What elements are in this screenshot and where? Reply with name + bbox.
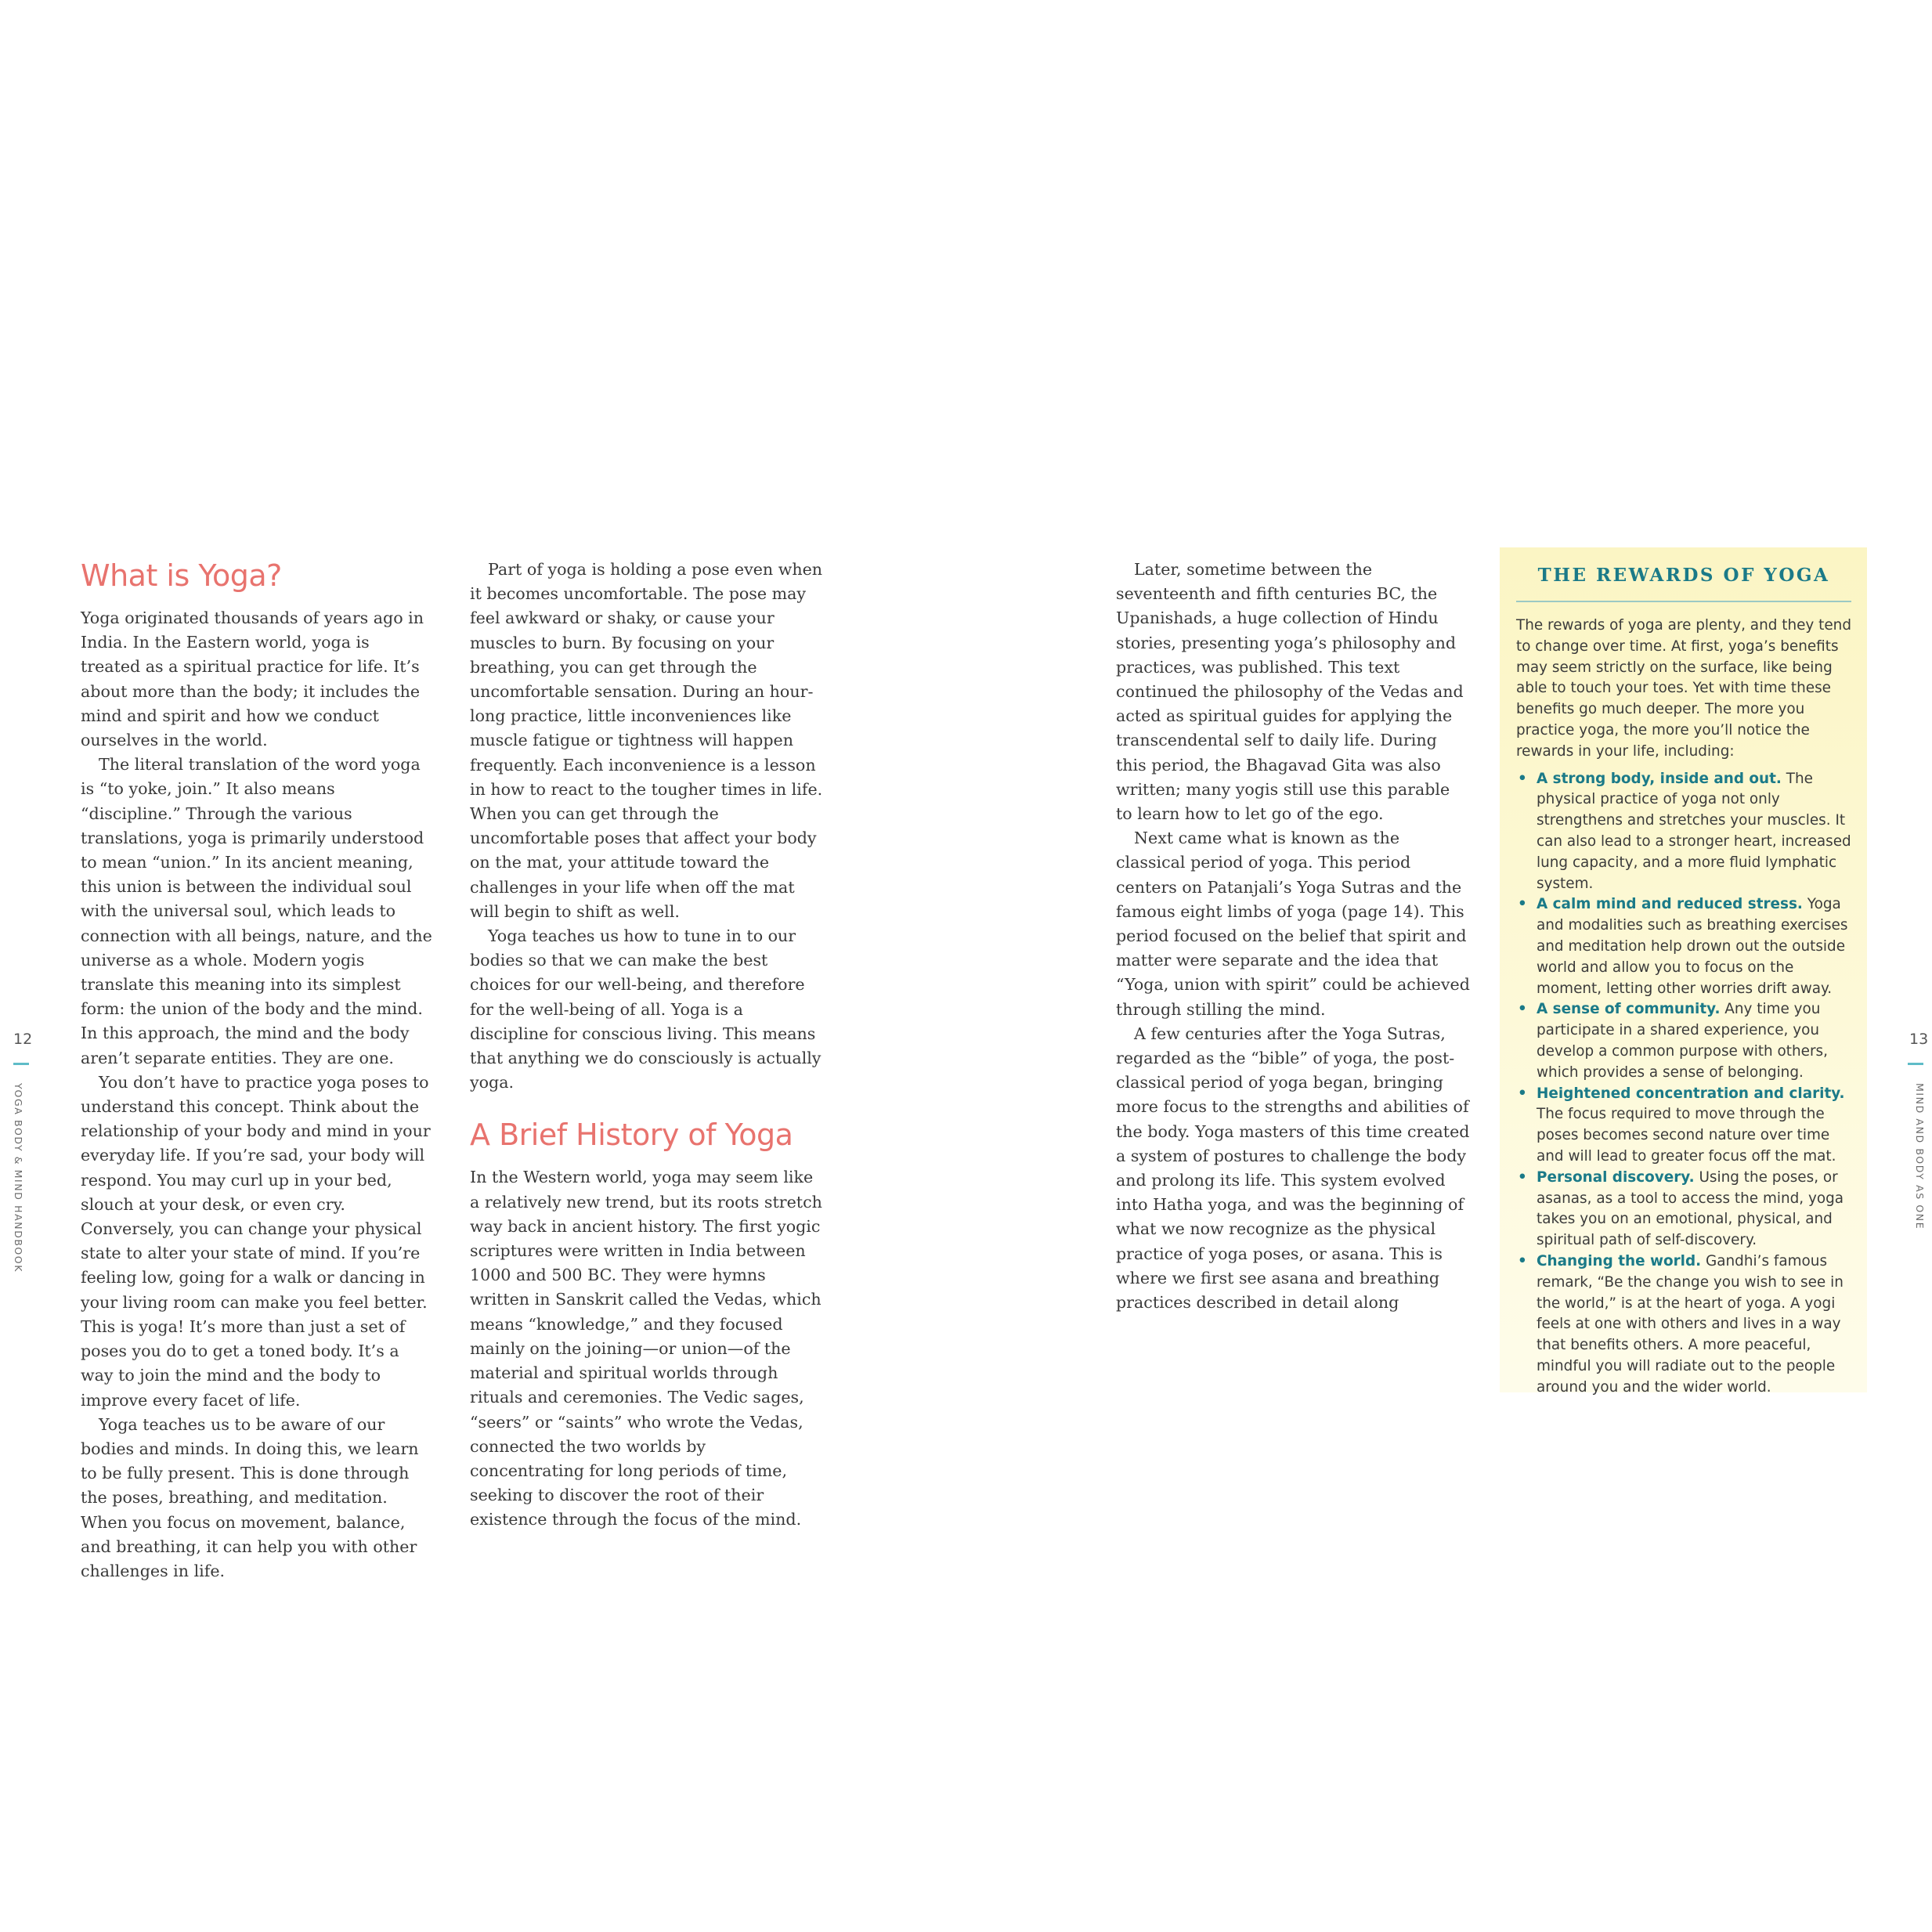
- text-column-1: [81, 558, 433, 1584]
- list-item: [1516, 1251, 1851, 1399]
- reward-lead: Personal discovery.: [1537, 1168, 1695, 1186]
- text-column-2: [470, 558, 824, 1533]
- list-item: [1516, 1168, 1851, 1251]
- reward-lead: Heightened concentration and clarity.: [1537, 1085, 1845, 1102]
- reward-lead: A strong body, inside and out.: [1537, 770, 1782, 787]
- rewards-sidebar: [1500, 547, 1867, 1396]
- sidebar-intro: The rewards of yoga are plenty, and they tend to change over time. At first, yoga’s benefits may seem strictly on the surface, like being able to touch your toes. Yet with time these benefits go much deeper. The more you practice yoga, the more you’ll notice the rewards in your life, including:: [1516, 617, 1852, 760]
- bullet-icon: •: [1518, 1252, 1527, 1269]
- paragraph: The literal translation of the word yoga is “to yoke, join.” It also means “discipline.” Through the various translations, yoga is primarily understood to mean “union.” In its ancient meaning, this union is between the individual soul with the universal soul, which leads to connection with all beings, nature, and the universe as a whole. Modern yogis translate this meaning into its simplest form: the union of the body and the mind. In this approach, the mind and the body aren’t separate entities. They are one.: [81, 755, 432, 1067]
- running-head-left: YOGA BODY & MIND HANDBOOK: [13, 1083, 24, 1273]
- reward-text: Using the poses, or asanas, as a tool to access the mind, yoga takes you on an emotional, physical, and spiritual path of self-discovery.: [1537, 1168, 1844, 1249]
- list-item: [1516, 1084, 1851, 1168]
- folio-rule-right: [1908, 1063, 1923, 1065]
- paragraph: You don’t have to practice yoga poses to understand this concept. Think about the relationship of your body and mind in your everyday life. If you’re sad, your body will respond. You may curl up in your bed, slouch at your desk, or even cry. Conversely, you can change your physical state to alter your state of mind. If you’re feeling low, going for a walk or dancing in your living room can make you feel better. This is yoga! It’s more than just a set of poses you do to get a toned body. It’s a way to join the mind and the body to improve every facet of life.: [81, 1072, 431, 1410]
- rewards-list: [1516, 769, 1851, 1399]
- text-column-3: [1116, 558, 1470, 1315]
- bullet-icon: •: [1518, 1001, 1527, 1018]
- page-number-right: 13: [1909, 1031, 1929, 1048]
- reward-text: The physical practice of yoga not only strengthens and stretches your muscles. It can also lead to a stronger heart, increased lung capacity, and a more fluid lymphatic system.: [1537, 770, 1851, 892]
- folio-rule-left: [13, 1063, 29, 1065]
- reward-text: Gandhi’s famous remark, “Be the change you wish to see in the world,” is at the heart of yoga. A yogi feels at one with others and lives in a way that benefits others. A more peaceful, mindful you will radiate out to the people around you and the wider world.: [1537, 1252, 1844, 1396]
- bullet-icon: •: [1518, 1085, 1527, 1102]
- reward-lead: A sense of community.: [1537, 1001, 1721, 1018]
- section-title-what-is-yoga: What is Yoga?: [81, 558, 282, 593]
- reward-text: The focus required to move through the poses becomes second nature over time and will lead to greater focus off the mat.: [1537, 1106, 1836, 1165]
- bullet-icon: •: [1518, 896, 1527, 913]
- list-item: [1516, 999, 1851, 1083]
- bullet-icon: •: [1518, 770, 1527, 787]
- reward-lead: A calm mind and reduced stress.: [1537, 896, 1803, 913]
- reward-text: Any time you participate in a shared experience, you develop a common purpose with others, which provides a sense of belonging.: [1537, 1001, 1828, 1081]
- list-item: [1516, 894, 1851, 999]
- sidebar-divider: [1516, 601, 1851, 602]
- paragraph: Next came what is known as the classical period of yoga. This period centers on Patanjali’s Yoga Sutras and the famous eight limbs of yoga (page 14). This period focused on the belief that spirit and matter were separate and the idea that “Yoga, union with spirit” could be achieved through stilling the mind.: [1116, 829, 1470, 1019]
- page-number-left: 12: [13, 1031, 33, 1048]
- section-title-brief-history: A Brief History of Yoga: [470, 1118, 793, 1153]
- paragraph: Part of yoga is holding a pose even when it becomes uncomfortable. The pose may feel awkward or shaky, or cause your muscles to burn. By focusing on your breathing, you can get through the uncomfortable sensation. During an hour-long practice, little inconveniences like muscle fatigue or tightness will happen frequently. Each inconvenience is a lesson in how to react to the tougher times in life. When you can get through the uncomfortable poses that affect your body on the mat, your attitude toward the challenges in your life when off the mat will begin to shift as well.: [470, 560, 823, 921]
- paragraph: In the Western world, yoga may seem like a relatively new trend, but its roots stretch way back in ancient history. The first yogic scriptures were written in India between 1000 and 500 BC. They were hymns written in Sanskrit called the Vedas, which means “knowledge,” and they focused mainly on the joining—or union—of the material and spiritual worlds through rituals and ceremonies. The Vedic sages, “seers” or “saints” who wrote the Vedas, connected the two worlds by concentrating for long periods of time, seeking to discover the root of their existence through the focus of the mind.: [470, 1168, 822, 1529]
- paragraph: Later, sometime between the seventeenth and fifth centuries BC, the Upanishads, a huge collection of Hindu stories, presenting yoga’s philosophy and practices, was published. This text continued the philosophy of the Vedas and acted as spiritual guides for applying the transcendental self to daily life. During this period, the Bhagavad Gita was also written; many yogis still use this parable to learn how to let go of the ego.: [1116, 560, 1464, 824]
- reward-lead: Changing the world.: [1537, 1252, 1702, 1269]
- running-head-right: MIND AND BODY AS ONE: [1914, 1083, 1926, 1230]
- list-item: [1516, 769, 1851, 895]
- paragraph: Yoga originated thousands of years ago in India. In the Eastern world, yoga is treated as a spiritual practice for life. It’s about more than the body; it includes the mind and spirit and how we conduct ourselves in the world.: [81, 608, 424, 750]
- paragraph: A few centuries after the Yoga Sutras, regarded as the “bible” of yoga, the post-classical period of yoga began, bringing more focus to the strengths and abilities of the body. Yoga masters of this time created a system of postures to challenge the body and prolong its life. This system evolved into Hatha yoga, and was the beginning of what we now recognize as the physical practice of yoga poses, or asana. This is where we first see asana and breathing practices described in detail along: [1116, 1024, 1470, 1313]
- paragraph: Yoga teaches us to be aware of our bodies and minds. In doing this, we learn to be fully present. This is done through the poses, breathing, and meditation. When you focus on movement, balance, and breathing, it can help you with other challenges in life.: [81, 1414, 419, 1580]
- sidebar-title: THE REWARDS OF YOGA: [1537, 565, 1830, 586]
- bullet-icon: •: [1518, 1168, 1527, 1186]
- paragraph: Yoga teaches us how to tune in to our bodies so that we can make the best choices for our well-being, and therefore for the well-being of all. Yoga is a discipline for conscious living. This means that anything we do consciously is actually yoga.: [470, 926, 822, 1092]
- reward-text: Yoga and modalities such as breathing exercises and meditation help drown out the outside world and allow you to focus on the moment, letting other worries drift away.: [1537, 896, 1848, 997]
